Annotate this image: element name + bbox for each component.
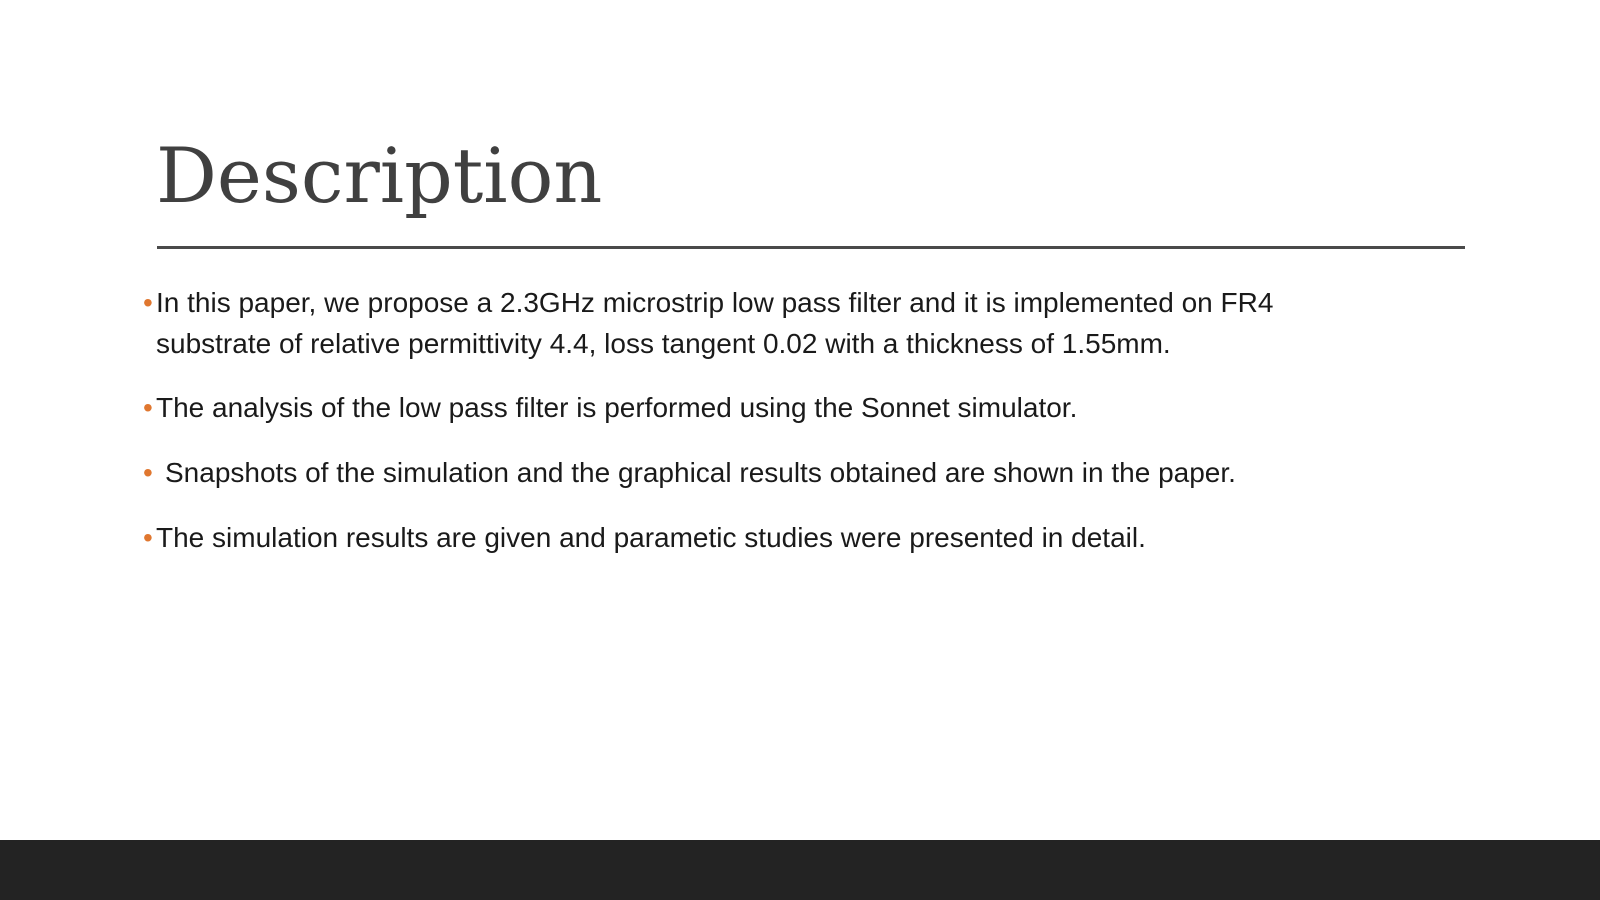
bullet-item xyxy=(143,452,1463,493)
bullet-text: The simulation results are given and parametic studies were presented in detail. xyxy=(156,522,1146,553)
bullet-line: In this paper, we propose a 2.3GHz microstrip low pass filter and it is implemented on FR4 xyxy=(156,287,1274,318)
bullet-dot-icon: • xyxy=(143,392,153,423)
bullet-dot-icon: • xyxy=(143,287,153,318)
bullet-item xyxy=(143,282,1463,364)
slide-title: Description xyxy=(156,131,603,220)
bullet-line: substrate of relative permittivity 4.4, loss tangent 0.02 with a thickness of 1.55mm. xyxy=(156,328,1171,359)
bullet-list xyxy=(143,282,1463,558)
bullet-text xyxy=(156,282,1463,364)
bullet-text: The analysis of the low pass filter is performed using the Sonnet simulator. xyxy=(156,392,1078,423)
bullet-text: Snapshots of the simulation and the graphical results obtained are shown in the paper. xyxy=(165,457,1236,488)
bullet-dot-icon: • xyxy=(143,522,153,553)
bullet-item xyxy=(143,387,1463,428)
footer-bar xyxy=(0,840,1600,900)
bullet-item xyxy=(143,517,1463,558)
title-divider xyxy=(157,246,1465,249)
bullet-dot-icon: • xyxy=(143,457,153,488)
